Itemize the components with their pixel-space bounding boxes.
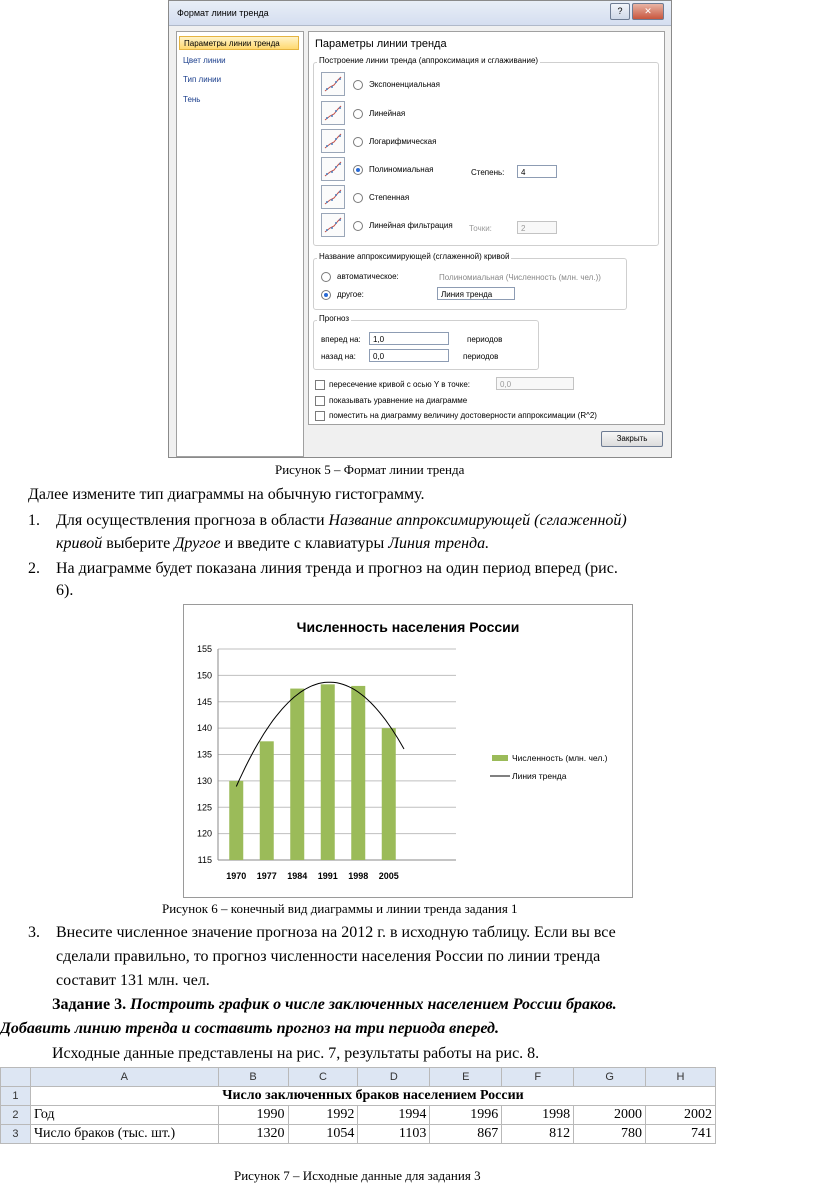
list-item-3-line-2: сделали правильно, то прогноз численности населения России по линии тренда [56, 948, 601, 965]
forecast-group-label: Прогноз [319, 314, 350, 323]
nav-shadow[interactable]: Тень [183, 95, 201, 104]
paragraph-change-type: Далее измените тип диаграммы на обычную гистограмму. [28, 486, 425, 503]
column-header[interactable]: C [288, 1068, 358, 1087]
column-header[interactable]: E [430, 1068, 502, 1087]
li1-text-b: Название аппроксимирующей (сглаженной) [328, 512, 627, 529]
list-item-2-line-1: На диаграмме будет показана линия тренда и прогноз на один период вперед (рис. [56, 560, 618, 577]
close-icon[interactable]: ✕ [632, 3, 664, 20]
caption-figure-6: Рисунок 6 – конечный вид диаграммы и линии тренда задания 1 [162, 901, 518, 916]
logarithmic-radio[interactable] [353, 137, 363, 147]
li1-text-c: кривой [56, 535, 103, 552]
y-tick-label: 125 [196, 802, 212, 813]
exponential-radio[interactable] [353, 80, 363, 90]
y-tick-label: 145 [196, 696, 212, 707]
degree-input[interactable]: 4 [517, 165, 557, 178]
corner-cell[interactable] [1, 1068, 31, 1087]
table-row [1, 1125, 716, 1144]
column-header[interactable]: D [358, 1068, 430, 1087]
polynomial-trend-icon [321, 157, 345, 181]
caption-figure-7: Рисунок 7 – Исходные данные для задания 3 [234, 1168, 481, 1183]
table-title-cell[interactable]: Число заключенных браков населением России [30, 1087, 715, 1106]
back-input[interactable]: 0,0 [369, 349, 449, 362]
task-3-line-1 [52, 994, 617, 1016]
forward-periods: периодов [467, 335, 503, 344]
bar [290, 689, 304, 860]
source-data-table [0, 1067, 716, 1144]
chart-frame [183, 604, 633, 898]
polynomial-radio[interactable] [353, 165, 363, 175]
list-num-1: 1. [28, 512, 40, 529]
options-heading: Параметры линии тренда [315, 38, 447, 50]
legend-label-trend: Линия тренда [512, 771, 567, 781]
column-header[interactable]: G [574, 1068, 646, 1087]
row-number[interactable]: 2 [1, 1106, 31, 1125]
forward-input[interactable]: 1,0 [369, 332, 449, 345]
row-label-cell[interactable]: Год [30, 1106, 218, 1125]
forecast-group [313, 320, 539, 370]
row-label-cell[interactable]: Число браков (тыс. шт.) [30, 1125, 218, 1144]
bar [382, 728, 396, 860]
show-r2-checkbox[interactable] [315, 411, 325, 421]
y-tick-label: 115 [197, 855, 212, 865]
li1-text-f: и введите с клавиатуры [220, 535, 389, 552]
y-tick-label: 120 [196, 828, 212, 839]
logarithmic-trend-icon [321, 129, 345, 153]
column-header[interactable]: B [218, 1068, 288, 1087]
back-periods: периодов [463, 352, 499, 361]
format-trendline-dialog [168, 0, 672, 458]
dialog-nav [176, 31, 304, 457]
x-tick-label: 1984 [287, 871, 308, 881]
bar [260, 741, 274, 860]
caption-figure-5: Рисунок 5 – Формат линии тренда [275, 462, 465, 477]
table-cell[interactable]: 1054 [288, 1125, 358, 1144]
table-cell[interactable]: 812 [502, 1125, 574, 1144]
curve-name-group [313, 258, 627, 310]
show-equation-label: показывать уравнение на диаграмме [329, 396, 468, 405]
table-cell[interactable]: 1320 [218, 1125, 288, 1144]
logarithmic-label: Логарифмическая [369, 137, 437, 146]
auto-name-label: автоматическое: [337, 272, 399, 281]
dialog-titlebar [169, 1, 671, 26]
column-header[interactable]: F [502, 1068, 574, 1087]
column-header-row [1, 1068, 716, 1087]
x-tick-label: 1991 [317, 871, 338, 881]
power-trend-icon [321, 185, 345, 209]
back-label: назад на: [321, 352, 356, 361]
task-3-text-2: Добавить линию тренда и составить прогноз на три периода вперед. [0, 1020, 499, 1037]
x-tick-label: 1977 [256, 871, 277, 881]
li1-text-d: выберите [102, 535, 175, 552]
legend-swatch-series [492, 755, 508, 761]
li1-text-a: Для осуществления прогноза в области [56, 512, 329, 529]
custom-name-label: другое: [337, 290, 364, 299]
paragraph-source-data: Исходные данные представлены на рис. 7, результаты работы на рис. 8. [52, 1045, 540, 1062]
table-cell[interactable]: 1996 [430, 1106, 502, 1125]
table-row [1, 1106, 716, 1125]
help-icon[interactable]: ? [610, 3, 630, 20]
li1-text-e: Другое [174, 535, 221, 552]
li1-text-g: Линия тренда. [388, 535, 490, 552]
points-label: Точки: [469, 224, 492, 233]
forward-label: вперед на: [321, 335, 361, 344]
x-tick-label: 1998 [348, 871, 369, 881]
table-cell[interactable]: 780 [574, 1125, 646, 1144]
list-item-3-line-1: Внесите численное значение прогноза на 2012 г. в исходную таблицу. Если вы все [56, 924, 616, 941]
table-cell[interactable]: 1103 [358, 1125, 430, 1144]
column-header[interactable]: A [30, 1068, 218, 1087]
options-pane [308, 31, 665, 425]
nav-line-color[interactable]: Цвет линии [183, 56, 226, 65]
linear-radio[interactable] [353, 109, 363, 119]
nav-trendline-options[interactable]: Параметры линии тренда [179, 36, 299, 50]
table-cell[interactable]: 2002 [646, 1106, 716, 1125]
row-number[interactable]: 3 [1, 1125, 31, 1144]
exponential-label: Экспоненциальная [369, 80, 440, 89]
table-cell[interactable]: 741 [646, 1125, 716, 1144]
table-cell[interactable]: 1990 [218, 1106, 288, 1125]
linear-label: Линейная [369, 109, 406, 118]
table-cell[interactable]: 1994 [358, 1106, 430, 1125]
close-button[interactable]: Закрыть [601, 431, 663, 447]
curve-name-group-label: Название аппроксимирующей (сглаженной) кривой [319, 252, 510, 261]
x-tick-label: 1970 [226, 871, 247, 881]
task-3-text: Построить график о числе заключенных населением России браков. [126, 996, 617, 1013]
task-3-line-2 [0, 1018, 499, 1040]
moving-average-radio[interactable] [353, 221, 363, 231]
y-tick-label: 130 [196, 775, 212, 786]
row-number[interactable]: 1 [1, 1087, 31, 1106]
linear-trend-icon [321, 101, 345, 125]
x-tick-label: 2005 [378, 871, 399, 881]
degree-label: Степень: [471, 168, 505, 177]
intercept-checkbox[interactable] [315, 380, 325, 390]
y-tick-label: 150 [196, 670, 212, 681]
table-cell[interactable]: 2000 [574, 1106, 646, 1125]
population-chart [184, 605, 632, 897]
table-cell[interactable]: 1998 [502, 1106, 574, 1125]
bar [351, 686, 365, 860]
custom-name-input[interactable]: Линия тренда [437, 287, 515, 300]
y-tick-label: 135 [196, 749, 212, 760]
auto-name-radio[interactable] [321, 272, 331, 282]
table-row [1, 1087, 716, 1106]
exponential-trend-icon [321, 72, 345, 96]
show-r2-label: поместить на диаграмму величину достоверности аппроксимации (R^2) [329, 411, 597, 420]
show-equation-checkbox[interactable] [315, 396, 325, 406]
bar [229, 781, 243, 860]
polynomial-label: Полиномиальная [369, 165, 434, 174]
list-item-3-line-3: составит 131 млн. чел. [56, 972, 210, 989]
auto-name-value: Полиномиальная (Численность (млн. чел.)) [439, 273, 601, 282]
moving-average-trend-icon [321, 213, 345, 237]
points-input[interactable]: 2 [517, 221, 557, 234]
custom-name-radio[interactable] [321, 290, 331, 300]
y-tick-label: 155 [196, 644, 212, 654]
dialog-title: Формат линии тренда [177, 8, 269, 18]
legend-label-series: Численность (млн. чел.) [512, 753, 608, 763]
trend-type-group [313, 62, 659, 246]
table-cell[interactable]: 867 [430, 1125, 502, 1144]
power-radio[interactable] [353, 193, 363, 203]
list-item-2-line-2: 6). [56, 582, 74, 599]
table-cell[interactable]: 1992 [288, 1106, 358, 1125]
bar [321, 684, 335, 860]
list-num-3: 3. [28, 924, 40, 941]
power-label: Степенная [369, 193, 410, 202]
moving-average-label: Линейная фильтрация [369, 221, 453, 230]
nav-line-style[interactable]: Тип линии [183, 75, 222, 84]
intercept-input[interactable]: 0,0 [496, 377, 574, 390]
chart-title: Численность населения России [296, 619, 520, 635]
trend-type-group-label: Построение линии тренда (аппроксимация и сглаживание) [319, 56, 539, 65]
column-header[interactable]: H [646, 1068, 716, 1087]
task-3-label: Задание 3. [52, 996, 127, 1013]
y-tick-label: 140 [196, 723, 212, 734]
intercept-label: пересечение кривой с осью Y в точке: [329, 380, 470, 389]
list-item-1-line-1 [56, 510, 627, 532]
list-item-1-line-2 [56, 533, 489, 555]
list-num-2: 2. [28, 560, 40, 577]
